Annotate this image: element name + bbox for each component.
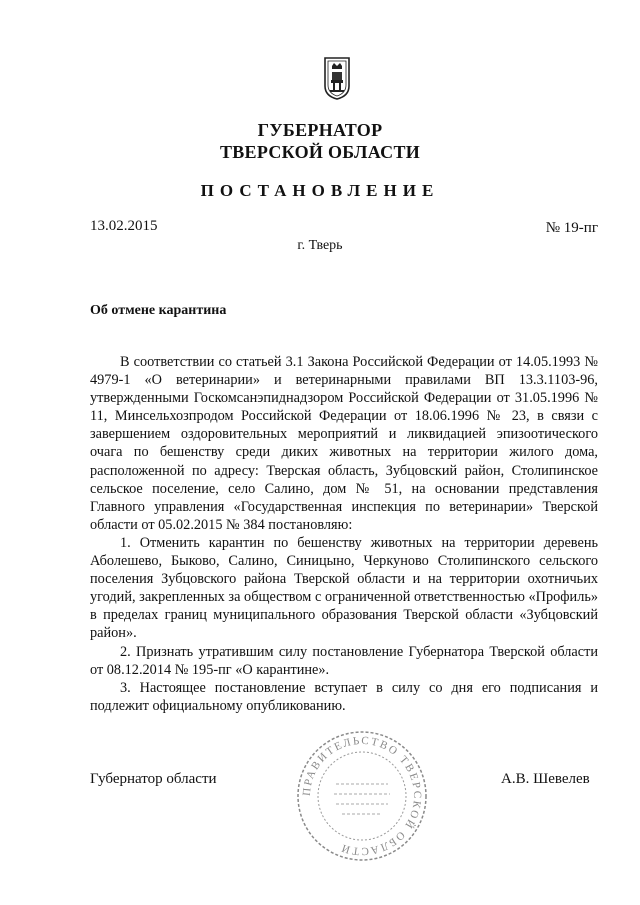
- signatory-name: А.В. Шевелев: [501, 771, 590, 787]
- tver-coat-of-arms-emblem: [323, 56, 351, 100]
- signatory-position: Губернатор области: [90, 771, 217, 787]
- document-number: № 19-пг: [545, 220, 598, 236]
- document-subject: Об отмене карантина: [90, 303, 227, 318]
- document-body: [90, 353, 598, 715]
- body-paragraph-item-2: 2. Признать утратившим силу постановление Губернатора Тверской области от 08.12.2014 № 195-пг «О карантине».: [90, 643, 598, 678]
- body-paragraph-item-3: 3. Настоящее постановление вступает в силу со дня его подписания и подлежит официальному опубликованию.: [90, 679, 598, 714]
- body-paragraph-item-1: 1. Отменить карантин по бешенству животных на территории деревень Аболешево, Быково, Салино, Синицыно, Черкуново Столипинского сельского поселения Зубцовского района Тверской области и на территории охотничьих угодий, закрепленных за обществом с ограниченной ответственностью «Профиль» в пределах границ муниципального образования Тверской области «Зубцовский район».: [90, 534, 598, 642]
- document-city: г. Тверь: [297, 238, 343, 253]
- document-date: 13.02.2015: [90, 218, 158, 234]
- body-paragraph-preamble: В соответствии со статьей 3.1 Закона Российской Федерации от 14.05.1993 № 4979-1 «О ветеринарии» и ветеринарными правилами ВП 13.3.1103-96, утвержденными Госкомсанэпиднадзором Российской Федерации от 31.05.1996 № 11, Минсельхозпродом Российской Федерации от 18.06.1996 № 23, в связи с завершением оздоровительных мероприятий и ликвидацией эпизоотического очага по бешенству среди диких животных на территории жилого дома, расположенной по адресу: Тверская область, Зубцовский район, Столипинское сельское поселение, село Салино, дом № 51, на основании представления Главного управления «Государственная инспекция по ветеринарии» Тверской области от 05.02.2015 № 384 постановляю:: [90, 354, 598, 533]
- issuer-title-line2: ТВЕРСКОЙ ОБЛАСТИ: [219, 142, 421, 162]
- official-seal-stamp: [294, 728, 430, 864]
- svg-text:ПРАВИТЕЛЬСТВО ТВЕРСКОЙ ОБЛАСТИ: ПРАВИТЕЛЬСТВО ТВЕРСКОЙ ОБЛАСТИ: [300, 734, 424, 858]
- issuer-title-line1: ГУБЕРНАТОР: [257, 120, 383, 140]
- document-type-heading: ПОСТАНОВЛЕНИЕ: [200, 181, 440, 200]
